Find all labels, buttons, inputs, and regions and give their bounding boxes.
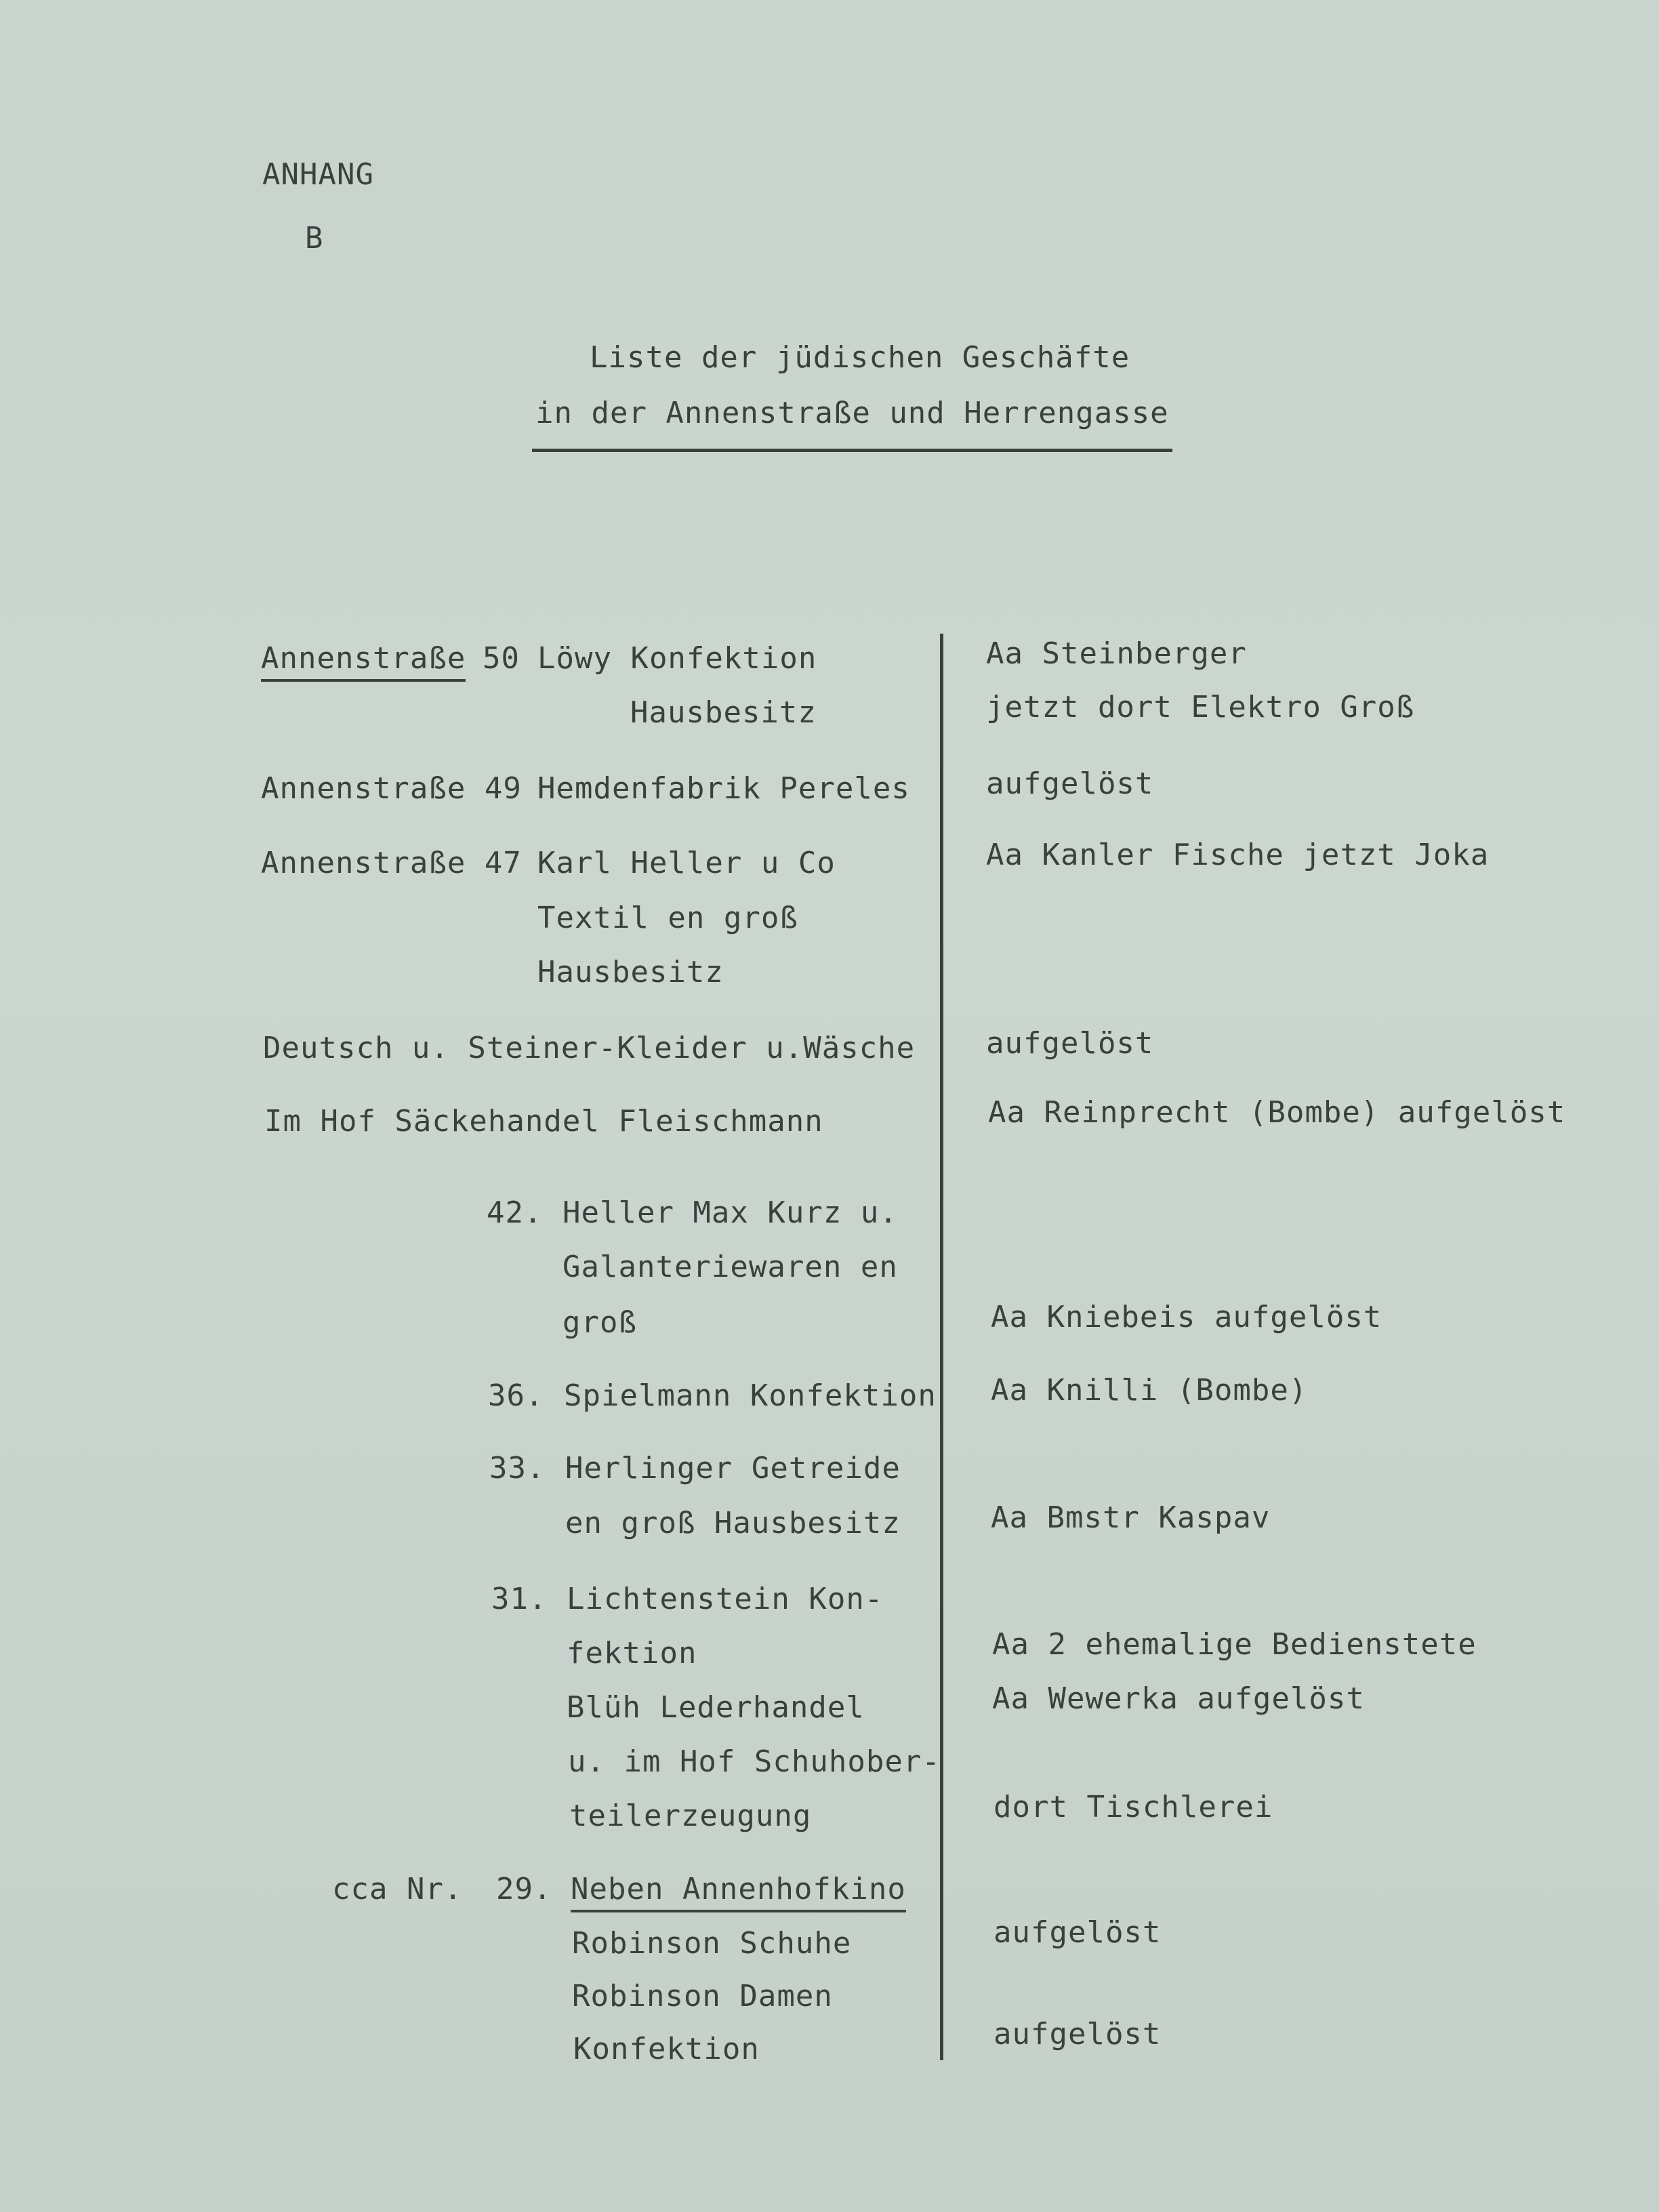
street-name: Annenstraße <box>261 644 466 682</box>
shop-text: Blüh Lederhandel <box>567 1690 865 1725</box>
shop-text: Neben Annenhofkino <box>571 1875 906 1912</box>
note-text: aufgelöst <box>986 1026 1154 1061</box>
shop-text: Robinson Schuhe <box>572 1926 852 1961</box>
note-text: aufgelöst <box>994 2017 1162 2051</box>
house-number: 42. <box>487 1195 543 1230</box>
note-text: Aa Reinprecht (Bombe) aufgelöst <box>988 1095 1566 1130</box>
title-underline <box>532 449 1172 452</box>
shop-text: Löwy Konfektion <box>537 641 817 676</box>
address-prefix: cca Nr. <box>332 1872 463 1906</box>
shop-text: Konfektion <box>573 2032 760 2066</box>
title-line-2: in der Annenstraße und Herrengasse <box>535 396 1169 430</box>
appendix-letter: B <box>305 221 324 255</box>
note-text: Aa 2 ehemalige Bedienstete <box>992 1627 1477 1662</box>
shop-text: Galanteriewaren en <box>562 1250 898 1284</box>
appendix-label: ANHANG <box>262 157 374 192</box>
note-text: Aa Knilli (Bombe) <box>991 1373 1308 1408</box>
note-text: Aa Kanler Fische jetzt Joka <box>986 838 1490 872</box>
house-number: 33. <box>489 1451 546 1486</box>
shop-text: Heller Max Kurz u. <box>562 1195 898 1230</box>
street-address: Annenstraße 47 <box>261 846 522 880</box>
shop-text: Robinson Damen <box>572 1979 833 2013</box>
shop-text: groß <box>562 1305 637 1340</box>
note-text: Aa Kniebeis aufgelöst <box>991 1300 1382 1334</box>
note-text: Aa Wewerka aufgelöst <box>992 1681 1365 1716</box>
shop-text: en groß Hausbesitz <box>565 1506 901 1540</box>
column-divider <box>940 634 943 2060</box>
note-text: Aa Steinberger <box>986 636 1247 671</box>
house-number: 50 <box>483 641 520 676</box>
shop-text: Spielmann Konfektion <box>564 1378 937 1413</box>
shop-text: Karl Heller u Co <box>537 846 836 880</box>
shop-text: Herlinger Getreide <box>565 1451 901 1486</box>
house-number: 29. <box>496 1872 552 1906</box>
shop-text: Hemdenfabrik Pereles <box>537 771 910 806</box>
shop-text: teilerzeugung <box>569 1799 812 1833</box>
note-text: Aa Bmstr Kaspav <box>991 1500 1271 1535</box>
shop-text: Hausbesitz <box>630 695 817 730</box>
shop-text: Deutsch u. Steiner-Kleider u.Wäsche <box>263 1031 916 1065</box>
note-text: aufgelöst <box>994 1915 1162 1950</box>
shop-text: u. im Hof Schuhober- <box>568 1744 941 1779</box>
shop-text: Hausbesitz <box>537 955 724 989</box>
note-text: dort Tischlerei <box>994 1790 1273 1824</box>
shop-text: Textil en groß <box>537 901 798 935</box>
shop-text: Lichtenstein Kon- <box>567 1582 884 1616</box>
house-number: 31. <box>491 1582 548 1616</box>
note-text: jetzt dort Elektro Groß <box>986 690 1415 724</box>
street-address: Annenstraße 49 <box>261 771 522 806</box>
shop-text: fektion <box>567 1636 697 1671</box>
house-number: 36. <box>488 1378 544 1413</box>
shop-text: Im Hof Säckehandel Fleischmann <box>264 1104 823 1139</box>
note-text: aufgelöst <box>986 766 1154 801</box>
title-line-1: Liste der jüdischen Geschäfte <box>590 340 1130 375</box>
